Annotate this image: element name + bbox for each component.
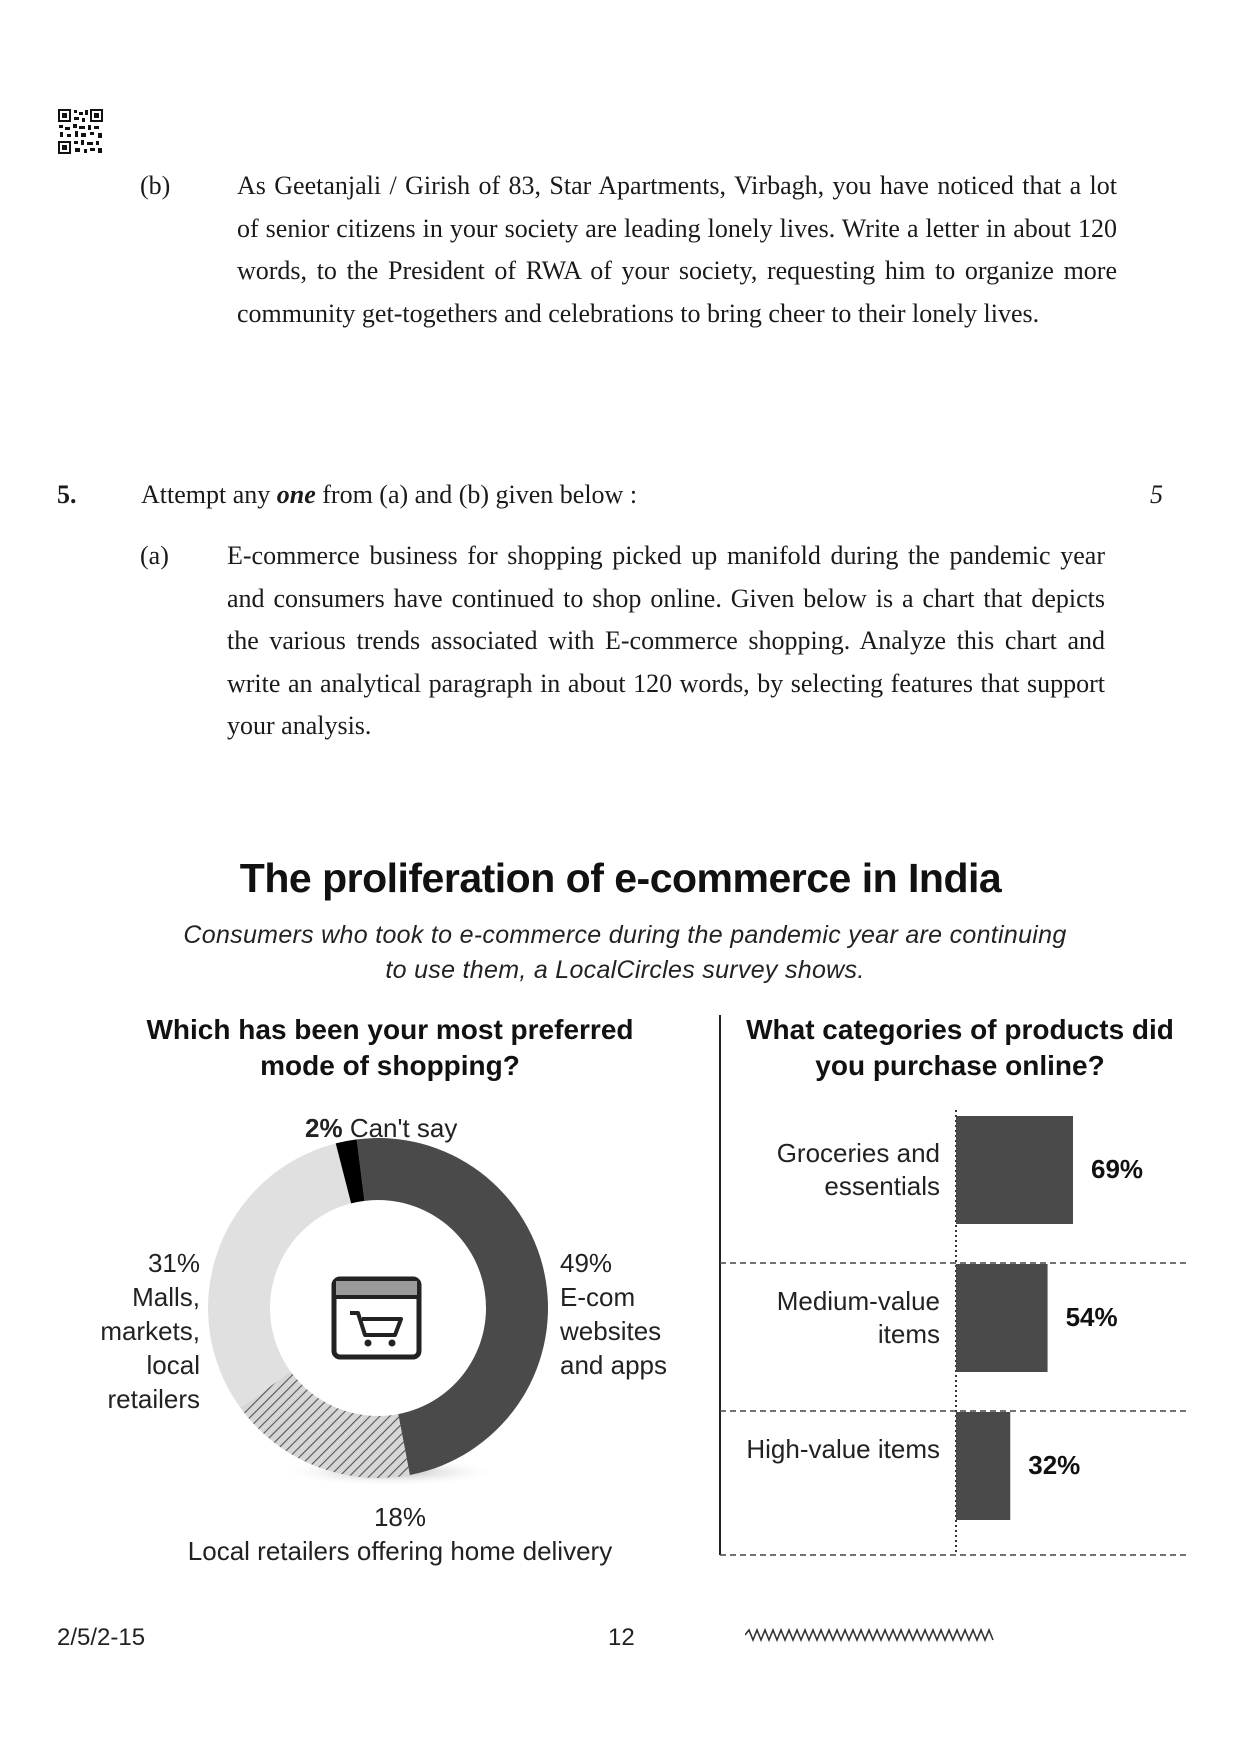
slice-cant-say-annotation (305, 1111, 457, 1145)
slice-cant-say-label: Can't say (349, 1113, 458, 1143)
paper-code: 2/5/2-15 (57, 1624, 146, 1651)
donut-question: Which has been your most preferred mode of shopping? (146, 1014, 634, 1081)
slice-malls (208, 1143, 351, 1408)
slice-malls-pct: 31% (147, 1248, 200, 1278)
question-4b-label: (b) (140, 171, 171, 200)
question-5a-text: E-commerce business for shopping picked up manifold during the pandemic year and consumers have continued to shop online. Given below is a chart that depicts the various trends associated with E-commerce shopping. Analyze this chart and write an analytical paragraph in about 120 words, by selecting features that support your analysis. (227, 541, 1105, 740)
slice-cant-say-pct: 2% (305, 1113, 343, 1143)
slice-ecom-label: E-com websites and apps (560, 1282, 667, 1380)
chart-title: The proliferation of e-commerce in India (239, 855, 1002, 901)
question-5-number: 5. (57, 480, 77, 509)
slice-malls-label: Malls, markets, local retailers (100, 1282, 200, 1414)
bar-value-high-value: 32% (1028, 1450, 1081, 1480)
chart-subtitle: Consumers who took to e-commerce during the pandemic year are continuing to use them, a LocalCircles survey shows. (183, 921, 1067, 984)
slice-malls-annotation (90, 1246, 200, 1416)
bar-value-medium-value: 54% (1065, 1302, 1118, 1332)
bar-label-medium-value: Medium-value items (776, 1286, 940, 1349)
question-5-intro: Attempt any one from (a) and (b) given below : (141, 480, 638, 509)
question-5a-label: (a) (140, 541, 169, 570)
bar-value-groceries: 69% (1091, 1154, 1144, 1184)
wavy-line-icon (745, 1628, 995, 1642)
question-4b-text: As Geetanjali / Girish of 83, Star Apartments, Virbagh, you have noticed that a lot of senior citizens in your society are leading lonely lives. Write a letter in about 120 words, to the President of RWA of your society, requesting him to organize more community get-togethers and celebrations to bring cheer to their lonely lives. (237, 171, 1117, 328)
bar-high-value (956, 1412, 1010, 1520)
bar-medium-value (956, 1264, 1048, 1372)
slice-local-delivery-annotation (100, 1500, 700, 1568)
question-5-marks: 5 (1150, 480, 1163, 509)
bar-label-groceries: Groceries and essentials (776, 1138, 940, 1201)
slice-local-delivery-pct: 18% (373, 1502, 427, 1532)
shopping-cart-browser-icon (334, 1279, 419, 1357)
qr-code-icon (57, 108, 104, 155)
slice-ecom-pct: 49% (560, 1248, 613, 1278)
slice-local-delivery-label: Local retailers offering home delivery (187, 1536, 613, 1566)
bar-label-high-value: High-value items (746, 1434, 940, 1464)
page-number: 12 (608, 1624, 635, 1651)
bar-groceries (956, 1116, 1073, 1224)
donut-chart (200, 1130, 560, 1500)
bar-chart-question: What categories of products did you purchase online? (746, 1014, 1174, 1081)
slice-ecom-annotation (560, 1246, 700, 1382)
